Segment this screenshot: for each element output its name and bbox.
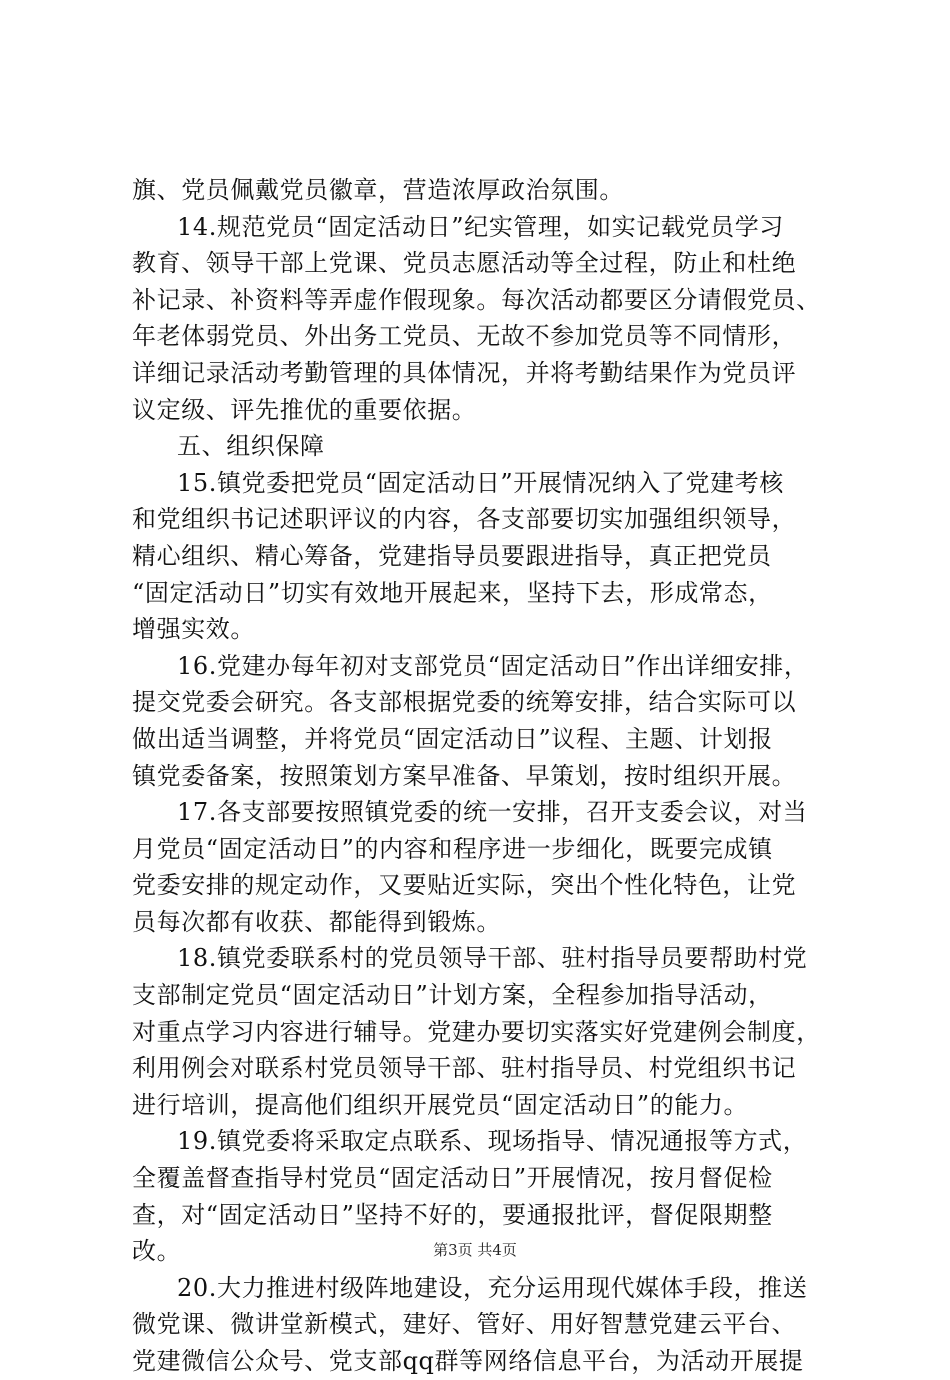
text-line: “固定活动日”切实有效地开展起来，坚持下去，形成常态， [132, 578, 773, 607]
document-body [132, 172, 832, 1380]
text-line: 15.镇党委把党员“固定活动日”开展情况纳入了党建考核 [177, 468, 784, 497]
text-line: 全覆盖督查指导村党员“固定活动日”开展情况，按月督促检 [132, 1164, 773, 1193]
text-line: 19.镇党委将采取定点联系、现场指导、情况通报等方式， [177, 1127, 808, 1156]
text-line: 员每次都有收获、都能得到锻炼。 [132, 907, 501, 936]
text-line: 议定级、评先推优的重要依据。 [132, 395, 477, 424]
text-line: 17.各支部要按照镇党委的统一安排，召开支委会议，对当 [177, 798, 808, 827]
text-line: 党建微信公众号、党支部qq群等网络信息平台，为活动开展提 [132, 1347, 804, 1375]
page-footer: 第3页 共4页 [433, 1241, 517, 1259]
text-line: 和党组织书记述职评议的内容，各支部要切实加强组织领导， [132, 505, 797, 534]
text-line: 提交党委会研究。各支部根据党委的统筹安排，结合实际可以 [132, 688, 797, 717]
text-line: 增强实效。 [132, 615, 255, 644]
text-line: 查，对“固定活动日”坚持不好的，要通报批评，督促限期整 [132, 1200, 773, 1229]
text-line: 支部制定党员“固定活动日”计划方案，全程参加指导活动， [132, 981, 773, 1010]
text-line: 精心组织、精心筹备，党建指导员要跟进指导，真正把党员 [132, 541, 772, 570]
text-line: 对重点学习内容进行辅导。党建办要切实落实好党建例会制度， [132, 1017, 821, 1046]
text-line: 旗、党员佩戴党员徽章，营造浓厚政治氛围。 [132, 176, 624, 204]
text-line: 月党员“固定活动日”的内容和程序进一步细化，既要完成镇 [132, 834, 773, 863]
text-line: 五、组织保障 [177, 432, 325, 461]
text-line: 16.党建办每年初对支部党员“固定活动日”作出详细安排， [177, 651, 809, 680]
text-line: 做出适当调整，并将党员“固定活动日”议程、主题、计划报 [132, 724, 773, 753]
text-line: 18.镇党委联系村的党员领导干部、驻村指导员要帮助村党 [177, 944, 808, 973]
text-line: 年老体弱党员、外出务工党员、无故不参加党员等不同情形， [132, 322, 797, 351]
text-line: 镇党委备案，按照策划方案早准备、早策划，按时组织开展。 [132, 761, 797, 790]
text-line: 利用例会对联系村党员领导干部、驻村指导员、村党组织书记 [132, 1054, 797, 1083]
text-line: 20.大力推进村级阵地建设，充分运用现代媒体手段，推送 [177, 1273, 808, 1302]
text-line: 教育、领导干部上党课、党员志愿活动等全过程，防止和杜绝 [132, 249, 797, 278]
text-line: 改。 [132, 1237, 182, 1266]
text-line: 补记录、补资料等弄虚作假现象。每次活动都要区分请假党员、 [132, 285, 821, 314]
text-line: 进行培训，提高他们组织开展党员“固定活动日”的能力。 [132, 1090, 749, 1119]
text-line: 党委安排的规定动作，又要贴近实际，突出个性化特色，让党 [132, 871, 797, 900]
text-line: 14.规范党员“固定活动日”纪实管理，如实记载党员学习 [177, 212, 784, 241]
text-line: 详细记录活动考勤管理的具体情况，并将考勤结果作为党员评 [132, 358, 797, 387]
text-line: 微党课、微讲堂新模式，建好、管好、用好智慧党建云平台、 [132, 1310, 797, 1339]
